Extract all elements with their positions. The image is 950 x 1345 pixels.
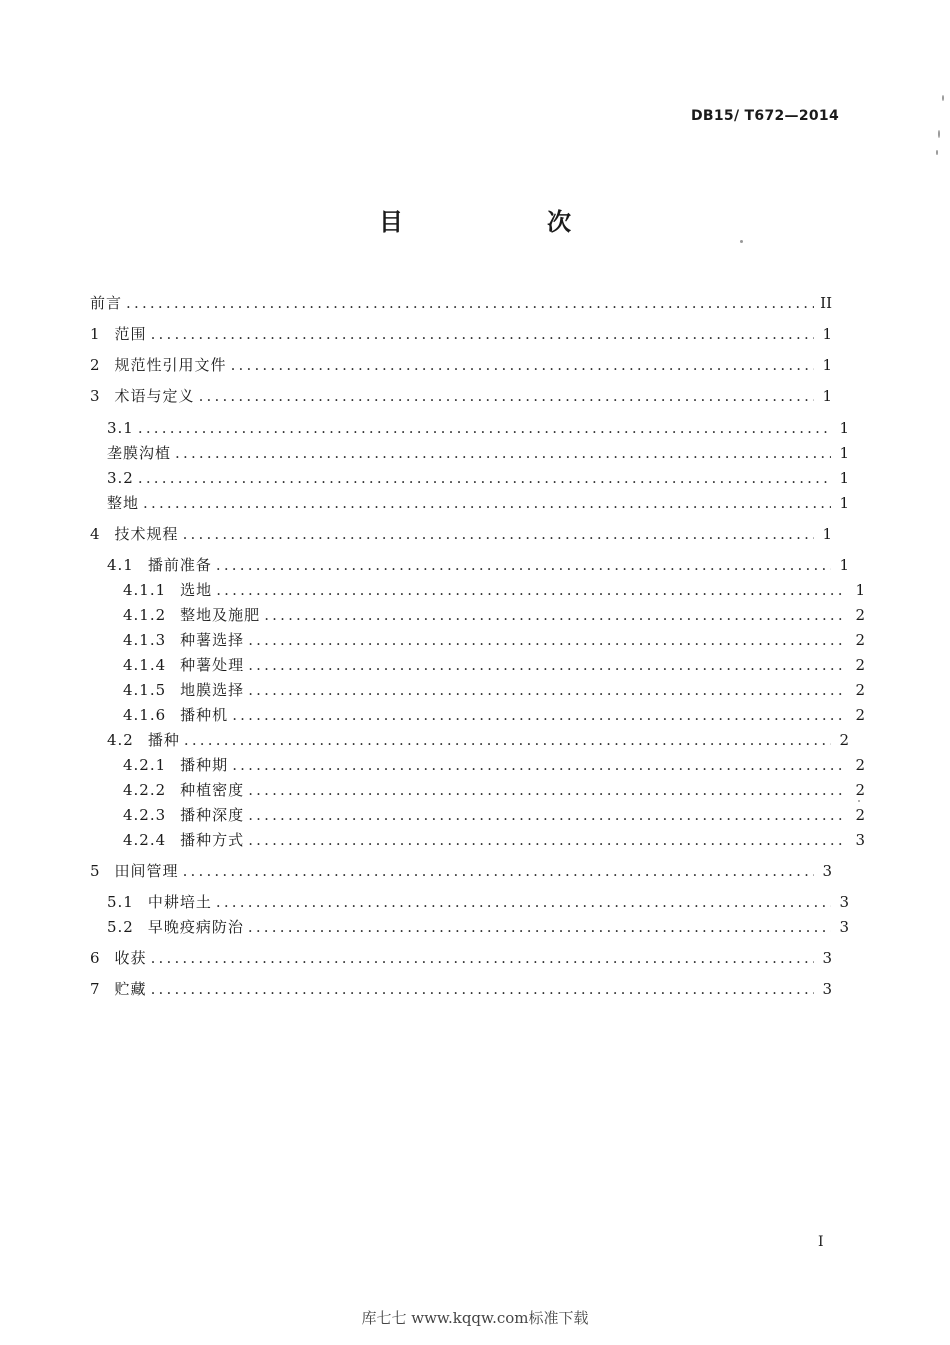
toc-entry-number: 4.1 [107, 556, 134, 574]
toc-entry[interactable] [90, 729, 849, 751]
toc-entry-label: 播种方式 [180, 831, 245, 849]
toc-entry-page: 1 [822, 356, 832, 374]
toc-entry[interactable] [90, 292, 832, 314]
footer-watermark: 库七七 www.kqqw.com标准下载 [361, 1309, 589, 1327]
toc-entry-page: 2 [855, 756, 865, 774]
toc-entry[interactable] [90, 523, 832, 545]
toc-entry[interactable] [90, 860, 832, 882]
toc-entry-number: 4.1.3 [123, 631, 167, 649]
toc-dot-leader [231, 354, 814, 376]
toc-entry-number: 4.1.1 [123, 581, 167, 599]
toc-dot-leader [248, 679, 847, 701]
toc-entry-number: 4.2.4 [123, 831, 167, 849]
toc-dot-leader [248, 779, 847, 801]
toc-entry-label: 整地 [107, 494, 140, 512]
toc-entry-label: 规范性引用文件 [114, 356, 227, 374]
toc-entry[interactable] [90, 804, 865, 826]
toc-entry-page: 1 [822, 325, 832, 343]
toc-entry-number: 1 [90, 325, 101, 343]
toc-entry-page: II [820, 294, 832, 312]
toc-entry-page: 3 [839, 893, 849, 911]
scan-speck [936, 150, 938, 155]
toc-entry-number: 4.2 [107, 731, 134, 749]
page-title: 目 次 [379, 208, 631, 236]
document-code: DB15/ T672—2014 [691, 108, 839, 124]
toc-entry[interactable] [90, 891, 849, 913]
toc-entry[interactable] [90, 385, 832, 407]
toc-dot-leader [264, 604, 847, 626]
toc-entry[interactable] [90, 629, 865, 651]
toc-entry[interactable] [90, 978, 832, 1000]
toc-dot-leader [175, 442, 831, 464]
toc-entry-page: 1 [855, 581, 865, 599]
toc-entry-page: 2 [855, 656, 865, 674]
toc-dot-leader [138, 417, 831, 439]
toc-entry-label: 种薯处理 [180, 656, 245, 674]
toc-entry[interactable] [90, 779, 865, 801]
toc-entry-page: 1 [839, 556, 849, 574]
toc-dot-leader [151, 947, 814, 969]
toc-entry-label: 播种深度 [180, 806, 245, 824]
toc-dot-leader [138, 467, 831, 489]
toc-dot-leader [151, 323, 814, 345]
toc-entry[interactable] [90, 916, 849, 938]
toc-entry-page: 1 [839, 419, 849, 437]
toc-entry-number: 4.1.4 [123, 656, 167, 674]
toc-dot-leader [151, 978, 814, 1000]
toc-entry-page: 3 [855, 831, 865, 849]
toc-entry[interactable] [90, 829, 865, 851]
toc-dot-leader [232, 754, 847, 776]
toc-dot-leader [199, 385, 814, 407]
toc-entry-number: 4.1.2 [123, 606, 167, 624]
toc-entry-number: 5 [90, 862, 101, 880]
toc-entry-number: 3.2 [107, 469, 134, 487]
page-number: I [818, 1234, 824, 1250]
toc-entry-number: 7 [90, 980, 101, 998]
toc-dot-leader [248, 629, 847, 651]
toc-entry-label: 垄膜沟植 [107, 444, 172, 462]
toc-entry-page: 1 [822, 387, 832, 405]
toc-entry-label: 种植密度 [180, 781, 245, 799]
toc-entry-page: 2 [855, 606, 865, 624]
toc-entry-label: 整地及施肥 [180, 606, 261, 624]
toc-entry-label: 播种机 [180, 706, 229, 724]
toc-entry-label: 选地 [180, 581, 213, 599]
toc-entry-number: 4.2.2 [123, 781, 167, 799]
toc-entry-label: 播前准备 [147, 556, 212, 574]
toc-entry-page: 2 [855, 631, 865, 649]
toc-entry-page: 2 [855, 781, 865, 799]
toc-entry-label: 中耕培土 [147, 893, 212, 911]
toc-entry[interactable] [90, 679, 865, 701]
toc-entry[interactable] [90, 604, 865, 626]
toc-entry[interactable] [90, 654, 865, 676]
toc-entry[interactable] [90, 492, 849, 514]
toc-entry-number: 5.2 [107, 918, 134, 936]
toc-entry-number: 4.1.6 [123, 706, 167, 724]
toc-dot-leader [248, 916, 831, 938]
toc-entry-number: 5.1 [107, 893, 134, 911]
toc-entry-number: 4 [90, 525, 101, 543]
toc-entry[interactable] [90, 754, 865, 776]
toc-entry[interactable] [90, 354, 832, 376]
toc-entry-page: 2 [855, 806, 865, 824]
toc-entry[interactable] [90, 947, 832, 969]
toc-entry[interactable] [90, 442, 849, 464]
toc-entry-label: 种薯选择 [180, 631, 245, 649]
toc-entry-label: 收获 [114, 949, 147, 967]
toc-entry-page: 1 [839, 469, 849, 487]
toc-entry-number: 3.1 [107, 419, 134, 437]
toc-dot-leader [248, 654, 847, 676]
toc-entry[interactable] [90, 579, 865, 601]
toc-entry-page: 3 [822, 862, 832, 880]
toc-dot-leader [126, 292, 814, 314]
toc-entry[interactable] [90, 704, 865, 726]
toc-entry-label: 范围 [114, 325, 147, 343]
toc-dot-leader [216, 891, 831, 913]
toc-dot-leader [183, 523, 814, 545]
toc-entry-number: 4.2.1 [123, 756, 167, 774]
toc-dot-leader [183, 860, 814, 882]
toc-entry-page: 2 [855, 681, 865, 699]
toc-entry-page: 1 [822, 525, 832, 543]
toc-entry-label: 播种期 [180, 756, 229, 774]
toc-entry-label: 地膜选择 [180, 681, 245, 699]
toc-entry-label: 技术规程 [114, 525, 179, 543]
toc-entry-label: 术语与定义 [114, 387, 195, 405]
toc-entry[interactable] [90, 323, 832, 345]
toc-entry-page: 3 [839, 918, 849, 936]
toc-entry[interactable] [90, 554, 849, 576]
toc-entry-number: 2 [90, 356, 101, 374]
scan-speck [938, 130, 940, 138]
toc-entry-page: 2 [855, 706, 865, 724]
toc-dot-leader [248, 804, 847, 826]
toc-entry-number: 6 [90, 949, 101, 967]
scan-speck [942, 95, 944, 101]
toc-entry-page: 2 [839, 731, 849, 749]
toc-dot-leader [216, 579, 847, 601]
toc-dot-leader [143, 492, 831, 514]
toc-entry[interactable] [90, 467, 849, 489]
toc-entry-page: 3 [822, 949, 832, 967]
toc-dot-leader [184, 729, 831, 751]
scan-speck [858, 800, 860, 802]
toc-entry-label: 前言 [90, 294, 123, 312]
toc-entry-number: 4.1.5 [123, 681, 167, 699]
toc-entry-label: 早晚疫病防治 [147, 918, 244, 936]
toc-dot-leader [248, 829, 847, 851]
toc-entry[interactable] [90, 417, 849, 439]
toc-entry-page: 1 [839, 444, 849, 462]
toc-dot-leader [216, 554, 831, 576]
toc-entry-label: 播种 [147, 731, 180, 749]
toc-entry-number: 3 [90, 387, 101, 405]
toc-dot-leader [232, 704, 847, 726]
toc-entry-label: 田间管理 [114, 862, 179, 880]
toc-entry-page: 3 [822, 980, 832, 998]
scan-speck [740, 240, 743, 243]
toc-entry-number: 4.2.3 [123, 806, 167, 824]
toc-entry-page: 1 [839, 494, 849, 512]
toc-entry-label: 贮藏 [114, 980, 147, 998]
